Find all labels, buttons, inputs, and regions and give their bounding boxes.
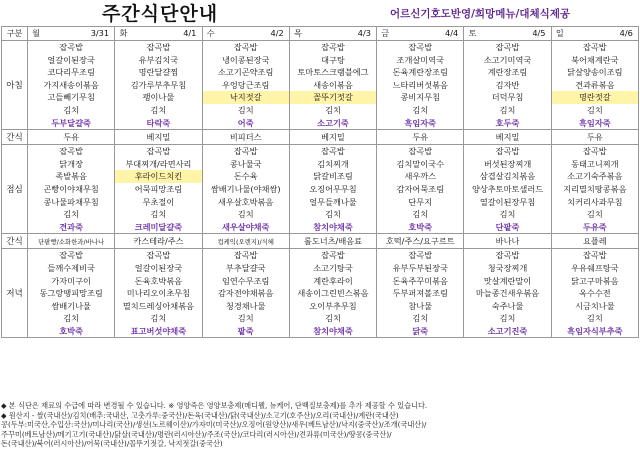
menu-item: 우엉당근조림 (221, 79, 270, 90)
menu-item: 잡곡밥 (59, 146, 83, 157)
porridge-item: 두유죽 (582, 221, 607, 232)
menu-item: 소고기미역국 (483, 54, 532, 65)
snack-cell: 롤도너츠/배음료 (289, 234, 376, 249)
menu-cell (28, 145, 115, 234)
porridge-item: 호두죽 (495, 117, 520, 128)
header-day-sun (551, 27, 638, 41)
menu-item: 김치 (586, 313, 603, 324)
menu-item: 잡곡밥 (408, 250, 433, 261)
menu-item: 새송이그린빈스볶음 (297, 288, 369, 299)
menu-item: 김치 (325, 313, 341, 324)
porridge-item: 크레미달걀죽 (134, 221, 183, 232)
menu-item: 멸치드레싱아채볶음 (122, 300, 195, 311)
day-name: 수 (206, 28, 215, 38)
day-date: 3/31 (90, 28, 110, 38)
menu-item: 돈수육 (233, 171, 258, 182)
menu-cell (377, 41, 464, 130)
menu-cell (551, 41, 638, 130)
menu-item: 참나물 (408, 300, 433, 311)
porridge-item: 어죽 (237, 117, 254, 128)
menu-item: 삼겹살김치볶음 (479, 171, 536, 182)
menu-item: 닭갈비조림 (313, 171, 353, 182)
menu-cell (551, 145, 638, 234)
menu-cell (464, 249, 551, 338)
menu-item: 김치 (150, 104, 167, 115)
header-label: 구분 (2, 27, 28, 41)
meal-row-dinner (2, 249, 639, 338)
day-name: 토 (468, 28, 477, 38)
menu-item: 우유쉐프탕국 (571, 262, 619, 273)
menu-item: 얼갈이된장국 (47, 54, 95, 65)
menu-item: 팽이나물 (142, 92, 175, 103)
menu-item: 들깨수제비국 (47, 262, 95, 273)
menu-item: 잡곡밥 (408, 42, 433, 52)
menu-item: 잡곡밥 (59, 250, 83, 261)
menu-item: 감자전야채볶음 (218, 288, 274, 299)
porridge-item: 표고버섯야채죽 (130, 325, 187, 336)
menu-item: 새송이볶음 (313, 79, 353, 90)
page-subtitle: 어르신기호도반영/희망메뉴/대체식제공 (322, 4, 638, 22)
menu-cell (202, 145, 289, 234)
menu-item: 소고기탕국 (313, 262, 353, 273)
menu-item: 냉이콩된장국 (221, 54, 270, 65)
menu-item: 꼴뚜기젓갈 (290, 91, 376, 104)
porridge-item: 참치야채죽 (313, 325, 353, 336)
menu-item: 가지새송이볶음 (43, 79, 99, 90)
menu-item: 버섯된장찌개 (483, 158, 532, 169)
menu-item: 김가루부추무침 (130, 79, 187, 90)
menu-item: 치커리사과무침 (567, 196, 623, 207)
menu-item: 미나리오이초무침 (126, 288, 191, 299)
snack-cell: 카스테라/주스 (115, 234, 202, 249)
menu-cell (289, 249, 376, 338)
note-line: ◆ 본 식단은 재료의 수급에 따라 변경될 수 있습니다. ※ 영양죽은 영양보충제(메디웰, 뉴케어, 단백질보충제)를 추가 제공할 수 있습니다. (1, 401, 428, 410)
menu-item: 돈육호박볶음 (134, 275, 183, 286)
snack-cell: 베지밀 (464, 130, 551, 145)
porridge-item: 소고기죽 (317, 117, 349, 128)
menu-item: 낙지젓갈 (203, 91, 289, 104)
notes-section (1, 401, 639, 449)
menu-cell (464, 145, 551, 234)
menu-item: 잡곡밥 (495, 42, 520, 52)
menu-item: 김치 (499, 313, 516, 324)
menu-item: 소고기숙주볶음 (567, 171, 623, 182)
menu-item: 견과류볶음 (575, 79, 615, 90)
menu-item: 김치 (325, 104, 341, 115)
header-day-wed (202, 27, 289, 41)
day-date: 4/6 (619, 28, 633, 38)
note-line: 주꾸미(베트남산)/메기고기(국내산)/닭살(국내산)/명란(러시아산)/주조(국산)/코다리(러시아산)/견과류(미국산)/땅콩(중국산)/ (1, 429, 392, 439)
menu-item: 유부김치국 (138, 54, 179, 65)
row-label: 간식 (2, 130, 28, 145)
menu-item: 동그랑땡피망조림 (39, 288, 103, 299)
snack-cell: 두유 (377, 130, 464, 145)
menu-item: 닭살양송이조림 (567, 67, 623, 78)
menu-cell (551, 249, 638, 338)
snack-row-snack1 (2, 130, 639, 145)
menu-item: 잡곡밥 (233, 146, 258, 157)
menu-item: 북어채계란국 (571, 54, 619, 65)
menu-item: 족발볶음 (55, 171, 87, 182)
menu-item: 토마토스크램블에그 (297, 67, 369, 78)
row-label: 간식 (2, 234, 28, 249)
menu-item: 조개살미역국 (396, 54, 444, 65)
menu-item: 잡곡밥 (146, 42, 171, 52)
menu-item: 김치 (63, 313, 80, 324)
menu-cell (289, 41, 376, 130)
menu-item: 명란젓갈 (552, 91, 638, 104)
snack-cell: 비피더스 (202, 130, 289, 145)
menu-item: 콩비지무침 (400, 92, 441, 103)
snack-cell: 호떡/주스/요구르트 (377, 234, 464, 249)
menu-item: 잡곡밥 (582, 42, 607, 52)
menu-item: 맛살계란말이 (483, 275, 532, 286)
menu-item: 김치 (237, 104, 254, 115)
menu-item: 유부두부된장국 (392, 262, 448, 273)
day-date: 4/4 (445, 28, 459, 38)
menu-cell (28, 249, 115, 338)
menu-item: 청국장찌개 (487, 262, 528, 273)
menu-item: 소고기곤약조림 (218, 67, 274, 78)
menu-item: 숙주나물 (491, 300, 524, 311)
menu-item: 김치 (325, 209, 341, 220)
menu-item: 임연수무조림 (221, 275, 270, 286)
menu-item: 단무지 (408, 196, 433, 207)
header-day-sat (464, 27, 551, 41)
menu-item: 어묵피망조림 (134, 183, 183, 194)
porridge-item: 단팥죽 (495, 221, 520, 232)
menu-item: 가자미구이 (51, 275, 91, 286)
menu-item: 열갈이된장무침 (479, 196, 536, 207)
menu-item: 김치말이국수 (396, 158, 444, 169)
day-date: 4/2 (270, 28, 284, 38)
porridge-item: 새우살야채죽 (221, 221, 270, 232)
menu-cell (202, 249, 289, 338)
menu-item: 계란후라이 (313, 275, 353, 286)
menu-item: 옥수수전 (579, 288, 611, 299)
menu-item: 쌈배기나물 (51, 300, 91, 311)
menu-item: 무초절이 (142, 196, 175, 207)
menu-item: 김치 (412, 209, 429, 220)
menu-item: 김치 (237, 209, 254, 220)
menu-item: 닭고구마볶음 (571, 275, 619, 286)
menu-item: 잡곡밥 (321, 42, 345, 52)
day-name: 목 (294, 28, 302, 38)
snack-cell: 바나나 (464, 234, 551, 249)
menu-item: 김치 (412, 104, 429, 115)
menu-table (1, 26, 639, 338)
menu-cell (115, 145, 202, 234)
meal-row-breakfast (2, 41, 639, 130)
menu-item: 잡곡밥 (233, 250, 258, 261)
menu-item: 곤빵이야채무침 (43, 183, 99, 194)
day-name: 화 (119, 28, 128, 38)
porridge-item: 호박죽 (59, 325, 83, 336)
porridge-item: 흑임자죽 (404, 117, 437, 128)
menu-item: 콩나물파채무침 (43, 196, 99, 207)
menu-item: 잡곡밥 (146, 250, 171, 261)
menu-item: 대구탕 (321, 54, 345, 65)
menu-item: 잡곡밥 (233, 42, 258, 52)
menu-item: 잡곡밥 (146, 146, 171, 157)
day-date: 4/1 (183, 28, 197, 38)
menu-item: 김치 (150, 209, 167, 220)
menu-item: 닭개장 (59, 158, 83, 169)
menu-item: 돈육주꾸미볶음 (392, 275, 448, 286)
row-label: 저녁 (2, 249, 28, 338)
porridge-item: 흑임자식부추죽 (567, 325, 623, 336)
porridge-item: 견과죽 (59, 221, 83, 232)
menu-item: 김치 (412, 313, 429, 324)
porridge-item: 소고기진죽 (487, 325, 528, 336)
menu-item: 쌈배기나물(야채쌈) (210, 183, 281, 194)
header-row (2, 27, 639, 41)
porridge-item: 팥죽 (237, 325, 254, 336)
menu-item: 얼갈이된장국 (134, 262, 183, 273)
menu-item: 잡곡밥 (321, 146, 345, 157)
menu-item: 후라이드치킨 (115, 170, 201, 183)
menu-item: 잡곡밥 (495, 250, 520, 261)
menu-item: 더덕무침 (491, 92, 524, 103)
day-date: 4/5 (532, 28, 546, 38)
menu-item: 새우까스 (404, 171, 437, 182)
menu-item: 김치 (63, 104, 80, 115)
menu-item: 김치 (237, 313, 254, 324)
menu-cell (377, 249, 464, 338)
menu-item: 김치 (586, 209, 603, 220)
menu-item: 잡곡밥 (59, 42, 83, 52)
menu-item: 지리멸치땅콩볶음 (563, 183, 627, 194)
menu-item: 잡곡밥 (495, 146, 520, 157)
menu-item: 잡곡밥 (582, 146, 607, 157)
menu-item: 김치 (150, 313, 167, 324)
porridge-item: 호박죽 (408, 221, 433, 232)
porridge-item: 흑임자죽 (579, 117, 611, 128)
menu-item: 오징어무무침 (309, 183, 357, 194)
menu-item: 부추달걀국 (225, 262, 266, 273)
note-line: 돈(국내산)/북어(러시아산)/어묵(국내산)/꼴뚜기젓갈, 낙지젓갈(중국산) (1, 439, 223, 449)
day-name: 일 (555, 28, 564, 38)
menu-item: 양상추토마토샐러드 (471, 183, 544, 194)
header-day-mon (28, 27, 115, 41)
menu-item: 돈육계란장조림 (392, 67, 448, 78)
menu-item: 고들빼기무침 (47, 92, 95, 103)
menu-cell (289, 145, 376, 234)
header-day-tue (115, 27, 202, 41)
menu-item: 느타리버섯볶음 (392, 79, 448, 90)
menu-cell (464, 41, 551, 130)
menu-item: 김자반 (495, 79, 520, 90)
menu-cell (28, 41, 115, 130)
menu-cell (377, 145, 464, 234)
menu-item: 잡곡밥 (408, 146, 433, 157)
menu-item: 김치 (499, 209, 516, 220)
menu-cell (115, 249, 202, 338)
porridge-item: 두부달걀죽 (51, 117, 91, 128)
snack-cell: 단팥빵/소화한과/바나나 (28, 234, 115, 249)
snack-cell: 두유 (551, 130, 638, 145)
menu-item: 명란달걀찜 (138, 67, 179, 78)
menu-item: 시금치나물 (575, 300, 615, 311)
menu-item: 콩나물국 (229, 158, 262, 169)
header-day-fri (377, 27, 464, 41)
note-line: 콩(두부:미국산,수입산:국산)/미나리(국산)/생선(노르웨이산)/가자미(미국산)/오징어(원양산)/새우(베트남산)/낙지(중국산)/조개(국내산)/ (1, 420, 427, 430)
menu-cell (115, 41, 202, 130)
menu-item: 오이부추무침 (309, 300, 357, 311)
menu-item: 얼무들깨나물 (309, 196, 357, 207)
snack-cell: 컵케익(오렌지)/식혜 (202, 234, 289, 249)
menu-item: 마늘종건새우볶음 (475, 288, 540, 299)
menu-item: 김치찌개 (317, 158, 349, 169)
porridge-item: 닭죽 (412, 325, 429, 336)
snack-cell: 베지밀 (115, 130, 202, 145)
note-line: ◆ 원산지 - 쌀(국내산)/김치(배추:국내산, 고춧가루:중국산)/돈육(국내산)/닭(국내산)/소고기(호주산)/오리(국내산)/계란(국내산) (1, 410, 399, 420)
row-label: 점심 (2, 145, 28, 234)
snack-row-snack2 (2, 234, 639, 249)
menu-item: 감자어묵조림 (396, 183, 444, 194)
snack-cell: 두유 (28, 130, 115, 145)
menu-item: 계란장조림 (487, 67, 528, 78)
header-day-thu (289, 27, 376, 41)
row-label: 아침 (2, 41, 28, 130)
menu-item: 새우살호박볶음 (218, 196, 274, 207)
snack-cell: 베지밀 (289, 130, 376, 145)
menu-item: 잡곡밥 (321, 250, 345, 261)
page-title: 주간식단안내 (101, 2, 219, 25)
menu-item: 부대찌개/라면사리 (125, 158, 192, 169)
menu-item: 두부퍼져볼조림 (392, 288, 448, 299)
menu-item: 김치 (499, 104, 516, 115)
porridge-item: 타락죽 (146, 117, 171, 128)
menu-item: 코다리무조림 (47, 67, 95, 78)
day-name: 월 (32, 28, 41, 38)
day-date: 4/3 (357, 28, 371, 38)
day-name: 금 (381, 28, 390, 38)
menu-item: 청경채나물 (225, 300, 266, 311)
menu-item: 동태고니찌개 (571, 158, 619, 169)
snack-cell: 요플레 (551, 234, 638, 249)
menu-item: 김치 (586, 104, 603, 115)
meal-row-lunch (2, 145, 639, 234)
porridge-item: 참치야채죽 (313, 221, 353, 232)
menu-item: 김치 (63, 209, 80, 220)
menu-item: 잡곡밥 (582, 250, 607, 261)
menu-cell (202, 41, 289, 130)
